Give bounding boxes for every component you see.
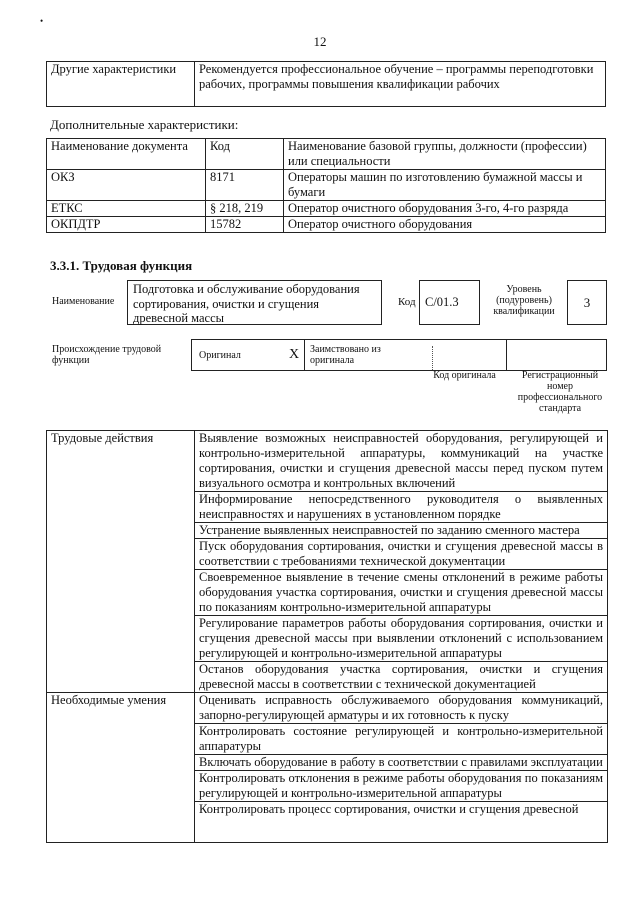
origin-table (191, 339, 607, 371)
level-value: 3 (583, 295, 591, 310)
table-row (47, 693, 608, 724)
table-cell: ЕТКС (47, 201, 206, 217)
labor-action-item: Выявление возможных неисправностей оборудования, регулирующей и контрольно-измерительной аппаратуры, коммуникаций на участке сортирования, очистки и сгущения древесной массы перед пуском путем визуального осмотра и контрольных включений (195, 431, 608, 492)
labor-function-table (46, 430, 608, 843)
labor-action-item: Устранение выявленных неисправностей по заданию сменного мастера (195, 523, 608, 539)
borrowed-label: Заимствовано из оригинала (310, 344, 381, 366)
table-row (47, 62, 606, 107)
table-cell: Оператор очистного оборудования (284, 217, 606, 233)
original-label: Оригинал (199, 350, 241, 361)
table-cell: § 218, 219 (206, 201, 284, 217)
section-heading: 3.3.1. Трудовая функция (50, 258, 193, 273)
labor-action-item: Регулирование параметров работы оборудования сортирования, очистки и сгущения древесной массы при выявлении отклонений с использованием регулирующей и контрольно-измерительной аппаратуры (195, 616, 608, 662)
table-cell: ОКПДТР (47, 217, 206, 233)
registration-number-caption: Регистрационный номер профессионального стандарта (517, 370, 603, 414)
scan-mark: • (40, 16, 44, 26)
page-number: 12 (313, 34, 327, 49)
labor-action-item: Пуск оборудования сортирования, очистки и сгущения древесной массы в соответствии с требованиями технической документации (195, 539, 608, 570)
function-code-box (419, 280, 480, 325)
skill-item: Контролировать отклонения в режиме работы оборудования по показаниям регулирующей и контрольно-измерительной аппаратуры (195, 771, 608, 802)
other-characteristics-value: Рекомендуется профессиональное обучение – программы переподготовки рабочих, программы повышения квалификации рабочих (195, 62, 606, 107)
table-cell: Операторы машин по изготовлению бумажной массы и бумаги (284, 170, 606, 201)
skill-item: Оценивать исправность обслуживаемого оборудования коммуникаций, запорно-регулирующей арматуры и их готовность к пуску (195, 693, 608, 724)
origin-divider (506, 340, 507, 370)
column-header: Код (206, 139, 284, 170)
origin-divider (304, 340, 305, 370)
column-header: Наименование базовой группы, должности (профессии) или специальности (284, 139, 606, 170)
additional-characteristics-title: Дополнительные характеристики: (50, 117, 239, 132)
skills-label: Необходимые умения (47, 693, 195, 843)
code-label: Код (398, 296, 416, 308)
skill-item: Контролировать состояние регулирующей и контрольно-измерительной аппаратуры (195, 724, 608, 755)
skill-item: Контролировать процесс сортирования, очистки и сгущения древесной (195, 802, 608, 843)
table-cell: ОКЗ (47, 170, 206, 201)
labor-action-item: Информирование непосредственного руководителя о выявленных неисправностях и нарушениях в установленном порядке (195, 492, 608, 523)
other-characteristics-label: Другие характеристики (47, 62, 195, 107)
origin-divider (432, 346, 433, 370)
labor-action-item: Своевременное выявление в течение смены отклонений в режиме работы оборудования участка сортирования, очистки и сгущения древесной массы по показаниям контрольно-измерительной аппаратуры (195, 570, 608, 616)
other-characteristics-table (46, 61, 606, 107)
level-box (567, 280, 607, 325)
level-label: Уровень (подуровень) квалификации (493, 284, 555, 317)
table-row (47, 217, 606, 233)
table-header-row (47, 139, 606, 170)
function-code: C/01.3 (425, 295, 459, 309)
table-cell: 8171 (206, 170, 284, 201)
origin-label: Происхождение трудовой функции (52, 344, 162, 366)
name-label: Наименование (52, 296, 115, 307)
function-name: Подготовка и обслуживание оборудования сортирования, очистки и сгущения древесной массы (133, 282, 360, 325)
table-cell: Оператор очистного оборудования 3-го, 4-го разряда (284, 201, 606, 217)
skill-item: Включать оборудование в работу в соответствии с правилами эксплуатации (195, 755, 608, 771)
function-name-box (127, 280, 382, 325)
labor-actions-label: Трудовые действия (47, 431, 195, 693)
code-original-caption: Код оригинала (433, 370, 496, 381)
table-cell: 15782 (206, 217, 284, 233)
labor-action-item: Останов оборудования участка сортирования, очистки и сгущения древесной массы в соответствии с технической документацией (195, 662, 608, 693)
column-header: Наименование документа (47, 139, 206, 170)
table-row (47, 431, 608, 492)
additional-characteristics-table (46, 138, 606, 233)
table-row (47, 170, 606, 201)
table-row (47, 201, 606, 217)
original-check-mark: X (289, 347, 300, 362)
